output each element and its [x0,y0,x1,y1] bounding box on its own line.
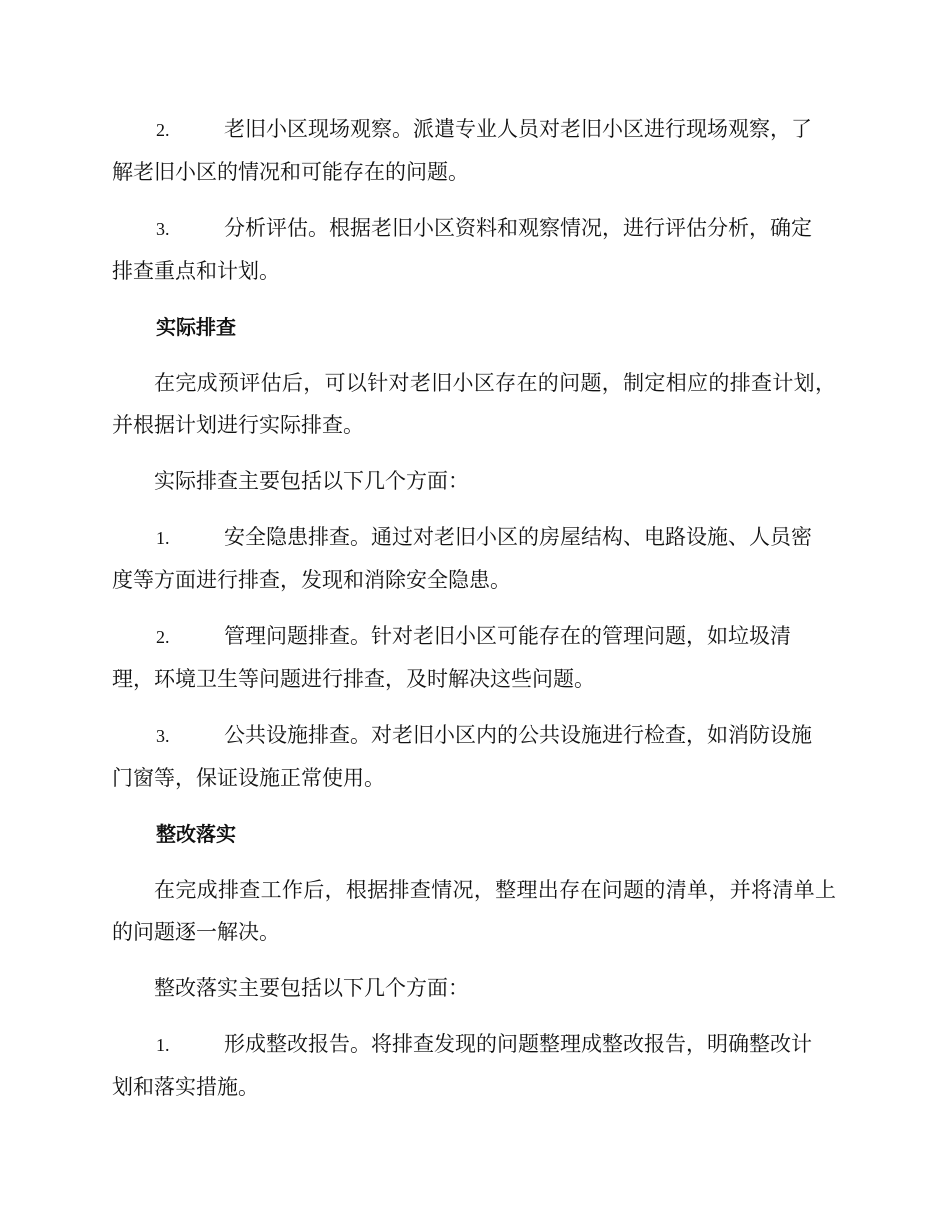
document-body [112,108,836,1122]
list-text-continuation: 度等方面进行排查，发现和消除安全隐患。 [112,568,511,592]
list-item [112,516,836,601]
section-heading-rectification: 整改落实 [156,822,236,846]
list-text-continuation: 门窗等，保证设施正常使用。 [112,766,385,790]
section-heading-actual-inspection: 实际排查 [156,315,236,339]
list-text-first-line: 安全隐患排查。通过对老旧小区的房屋结构、电路设施、人员密 [224,525,812,549]
list-item [112,1023,836,1108]
list-text-first-line: 管理问题排查。针对老旧小区可能存在的管理问题，如垃圾清 [224,624,791,648]
list-number: 3. [156,219,170,239]
list-text-first-line: 分析评估。根据老旧小区资料和观察情况，进行评估分析，确定 [224,216,812,240]
list-number: 1. [156,1035,170,1055]
list-text-first-line: 老旧小区现场观察。派遣专业人员对老旧小区进行现场观察，了 [224,117,812,141]
list-item [112,714,836,799]
paragraph: 在完成预评估后，可以针对老旧小区存在的问题，制定相应的排查计划，并根据计划进行实际排查。 [112,371,836,437]
paragraph: 在完成排查工作后，根据排查情况，整理出存在问题的清单，并将清单上的问题逐一解决。 [112,878,836,944]
list-item [112,207,836,292]
list-number: 2. [156,627,170,647]
list-item [112,615,836,700]
paragraph: 整改落实主要包括以下几个方面： [154,976,469,1000]
list-text-continuation: 划和落实措施。 [112,1075,259,1099]
list-number: 3. [156,726,170,746]
list-text-first-line: 形成整改报告。将排查发现的问题整理成整改报告，明确整改计 [224,1032,812,1056]
list-text-continuation: 理，环境卫生等问题进行排查，及时解决这些问题。 [112,667,595,691]
list-text-continuation: 排查重点和计划。 [112,259,280,283]
paragraph: 实际排查主要包括以下几个方面： [154,469,469,493]
list-number: 2. [156,120,170,140]
list-text-continuation: 解老旧小区的情况和可能存在的问题。 [112,160,469,184]
list-number: 1. [156,528,170,548]
list-text-first-line: 公共设施排查。对老旧小区内的公共设施进行检查，如消防设施 [224,723,812,747]
list-item [112,108,836,193]
